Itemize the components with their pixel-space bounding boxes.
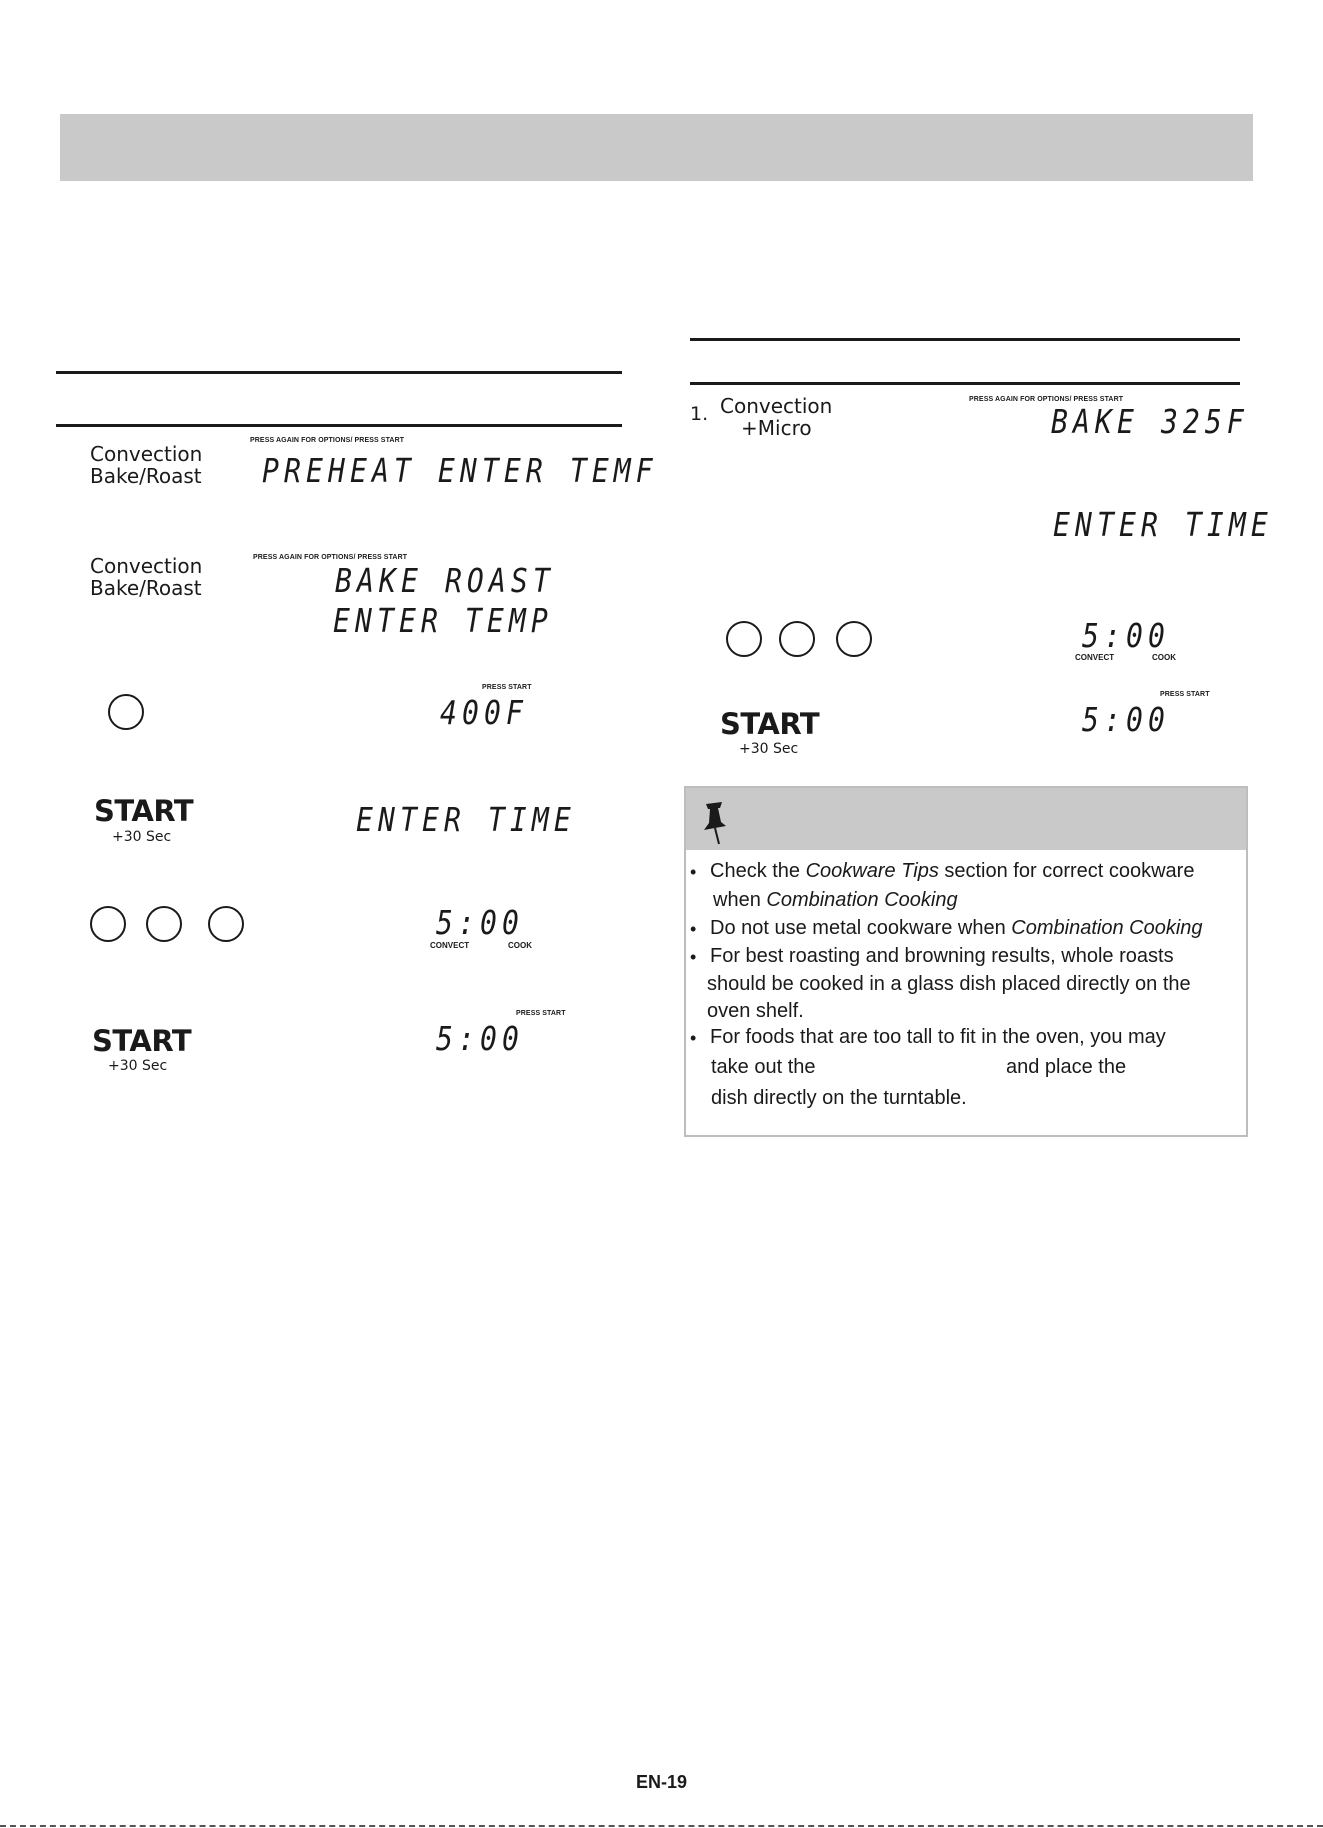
left-step2-label-line2: Bake/Roast: [90, 576, 202, 600]
right-step1-display: BAKE 325F: [1051, 402, 1249, 441]
right-step1-label-line2: +Micro: [741, 416, 812, 440]
left-step1-display: PREHEAT ENTER TEMF: [262, 451, 658, 490]
left-bottom-rule: [56, 424, 622, 427]
left-step6-display: 5:00: [436, 1019, 524, 1058]
right-step3-sub-convect: CONVECT: [1075, 653, 1115, 662]
tip-bullet: •: [690, 862, 697, 882]
number-key-button[interactable]: [208, 906, 244, 942]
tip-line-1: Check the Cookware Tips section for correct cookware: [710, 860, 1195, 882]
right-step4-caption: PRESS START: [1160, 691, 1210, 698]
left-step5-sub-cook: COOK: [508, 941, 532, 950]
tip-line-9: dish directly on the turntable.: [711, 1087, 967, 1109]
right-step4-start-sub: +30 Sec: [739, 741, 799, 757]
page-number: EN-19: [635, 1772, 688, 1792]
tip-line-2: when Combination Cooking: [713, 889, 958, 911]
right-step1-label-line1: Convection: [720, 394, 833, 418]
left-step1-label-line1: Convection: [90, 442, 203, 466]
pushpin-icon: [700, 800, 730, 846]
left-step6-start-button[interactable]: START: [92, 1024, 192, 1058]
left-step4-start-sub: +30 Sec: [112, 829, 172, 845]
right-bottom-rule: [690, 382, 1240, 385]
left-step1-label-line2: Bake/Roast: [90, 464, 202, 488]
section-header-band: [60, 114, 1253, 181]
right-step1-number: 1.: [690, 403, 709, 425]
left-step3-display: 400F: [440, 693, 528, 732]
left-step2-caption: PRESS AGAIN FOR OPTIONS/ PRESS START: [253, 554, 408, 561]
number-key-button[interactable]: [108, 694, 144, 730]
left-step5-sub-convect: CONVECT: [430, 941, 470, 950]
tip-line-6: oven shelf.: [707, 1000, 804, 1022]
right-step3-sub-cook: COOK: [1152, 653, 1176, 662]
left-step2-display-line1: BAKE ROAST: [335, 561, 555, 600]
number-key-button[interactable]: [726, 621, 762, 657]
right-step4-display: 5:00: [1082, 700, 1170, 739]
left-step5-display: 5:00: [436, 903, 524, 942]
tips-header-band: [686, 788, 1246, 850]
right-step4-start-button[interactable]: START: [720, 707, 820, 741]
tip-line-8b: and place the: [1006, 1056, 1127, 1078]
left-step4-display: ENTER TIME: [356, 800, 576, 839]
number-key-button[interactable]: [90, 906, 126, 942]
left-step6-caption: PRESS START: [516, 1010, 566, 1017]
left-step6-start-sub: +30 Sec: [108, 1058, 168, 1074]
number-key-button[interactable]: [836, 621, 872, 657]
right-step1-caption: PRESS AGAIN FOR OPTIONS/ PRESS START: [969, 396, 1124, 403]
tip-line-8a: take out the: [711, 1056, 816, 1078]
left-step1-caption: PRESS AGAIN FOR OPTIONS/ PRESS START: [250, 437, 405, 444]
number-key-button[interactable]: [779, 621, 815, 657]
right-step2-display: ENTER TIME: [1053, 505, 1273, 544]
left-step2-label-line1: Convection: [90, 554, 203, 578]
tip-bullet: •: [690, 1028, 697, 1048]
right-step3-display: 5:00: [1082, 616, 1170, 655]
tip-line-5: should be cooked in a glass dish placed directly on the: [707, 973, 1191, 995]
tip-line-3: Do not use metal cookware when Combination Cooking: [710, 917, 1203, 939]
left-step4-start-button[interactable]: START: [94, 794, 194, 828]
left-step3-caption: PRESS START: [482, 684, 532, 691]
tip-bullet: •: [690, 919, 697, 939]
right-top-rule: [690, 338, 1240, 341]
tip-bullet: •: [690, 947, 697, 967]
left-step2-display-line2: ENTER TEMP: [333, 601, 553, 640]
left-top-rule: [56, 371, 622, 374]
tip-line-4: For best roasting and browning results, whole roasts: [710, 945, 1174, 967]
number-key-button[interactable]: [146, 906, 182, 942]
tip-line-7: For foods that are too tall to fit in the oven, you may: [710, 1026, 1166, 1048]
bottom-dashed-rule: [0, 1825, 1323, 1827]
